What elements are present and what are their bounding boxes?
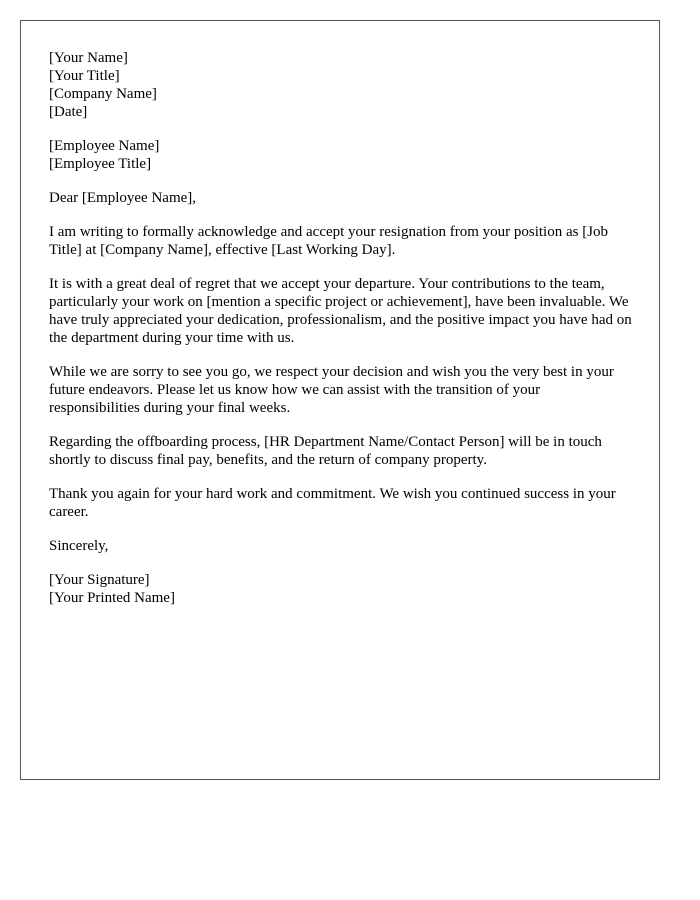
letter-date: [Date]	[49, 104, 88, 120]
letter-content	[49, 49, 633, 623]
body-paragraph-4: Regarding the offboarding process, [HR Department Name/Contact Person] will be in touch shortly to discuss final pay, benefits, and the return of company property.	[49, 434, 602, 468]
body-paragraph-5: Thank you again for your hard work and commitment. We wish you continued success in your career.	[49, 486, 616, 520]
body-paragraph-3: While we are sorry to see you go, we respect your decision and wish you the very best in your future endeavors. Please let us know how we can assist with the transition of your responsibilities during your final weeks.	[49, 364, 614, 416]
sender-title: [Your Title]	[49, 68, 120, 84]
recipient-title: [Employee Title]	[49, 156, 152, 172]
recipient-name: [Employee Name]	[49, 138, 160, 154]
signature-line: [Your Signature]	[49, 572, 150, 588]
body-paragraph-1: I am writing to formally acknowledge and accept your resignation from your position as [Job Title] at [Company Name], effective [Last Working Day].	[49, 224, 609, 258]
letter-page	[20, 20, 660, 780]
body-paragraph-2: It is with a great deal of regret that we accept your departure. Your contributions to the team, particularly your work on [mention a specific project or achievement], have been invaluable. We have truly appreciated your dedication, professionalism, and the positive impact you have had on the department during your time with us.	[49, 276, 632, 346]
recipient-block	[49, 137, 633, 173]
sender-company: [Company Name]	[49, 86, 157, 102]
salutation: Dear [Employee Name],	[49, 190, 197, 206]
closing: Sincerely,	[49, 538, 109, 554]
sender-block	[49, 49, 633, 121]
sender-name: [Your Name]	[49, 50, 128, 66]
signature-block	[49, 571, 633, 607]
printed-name: [Your Printed Name]	[49, 590, 175, 606]
